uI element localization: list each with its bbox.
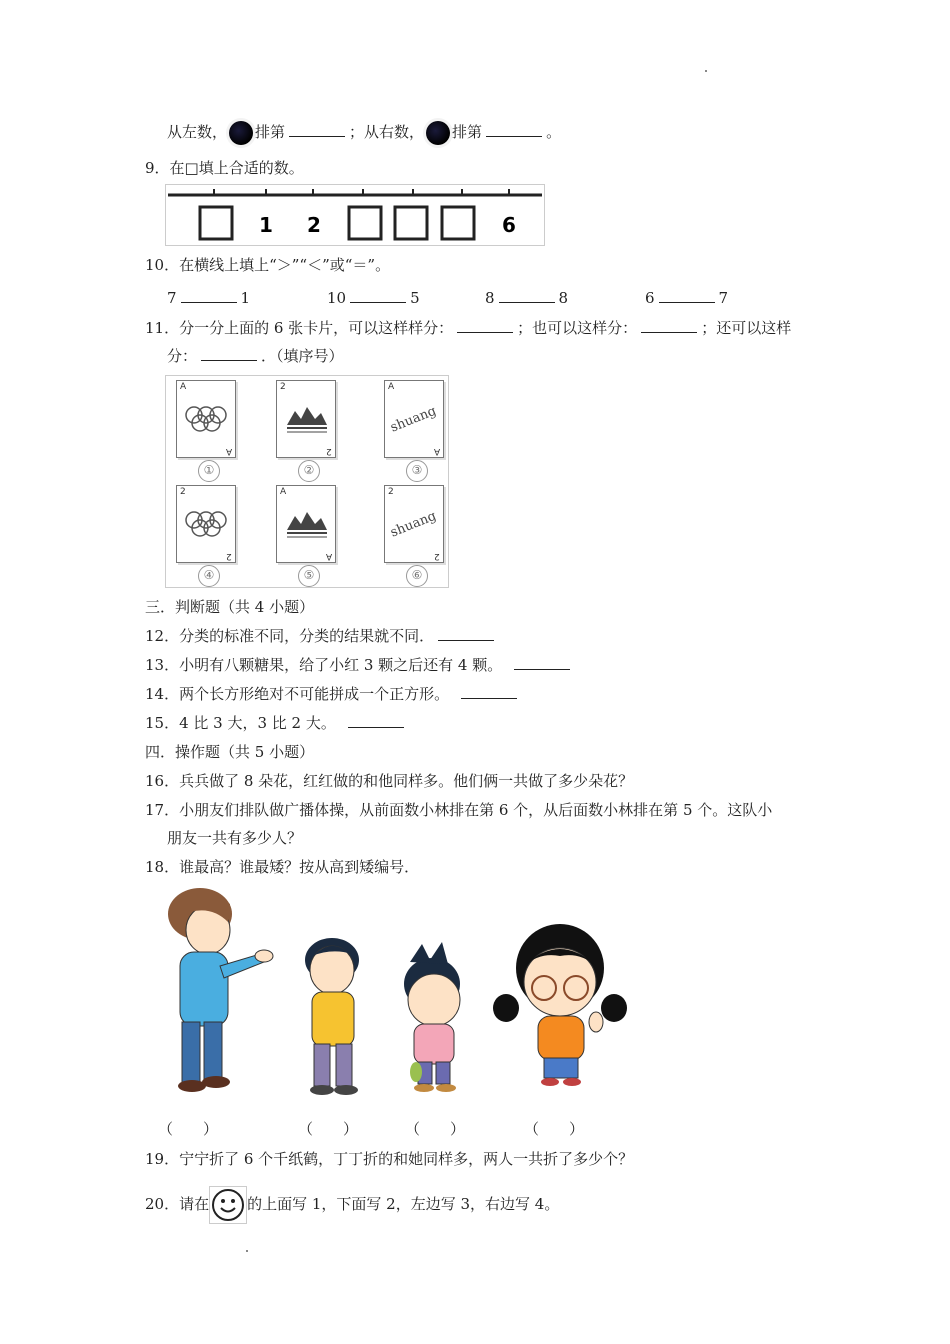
- q10-b: 7: [718, 289, 729, 307]
- q10-item: [167, 288, 250, 307]
- picture-card: [384, 485, 444, 563]
- q19-question: 19．宁宁折了 6 个千纸鹤，丁丁折的和她同样多，两人一共折了多少个？: [145, 1150, 634, 1168]
- children-svg: [160, 882, 632, 1110]
- answer-blank[interactable]: [514, 655, 570, 670]
- q20-text: 20．请在: [145, 1195, 210, 1213]
- q10-item: [327, 288, 420, 307]
- smiley-face-icon: [209, 1186, 247, 1224]
- q18-question: 18．谁最高？谁最矮？按从高到矮编号．: [145, 858, 420, 876]
- q10-question: 10．在横线上填上“＞”“＜”或“＝”。: [145, 256, 391, 274]
- answer-blank[interactable]: [457, 318, 513, 333]
- q15-question: [145, 713, 408, 733]
- q10-b: 1: [240, 289, 251, 307]
- shuang-word: shuang: [388, 508, 439, 541]
- olympic-rings-icon: [177, 381, 235, 457]
- q9-question: 9．在□填上合适的数。: [145, 159, 304, 177]
- card-corner-label: 2: [226, 551, 232, 561]
- q8-end: 。: [546, 123, 562, 141]
- answer-blank[interactable]: [659, 288, 715, 303]
- q13-question: [145, 655, 574, 675]
- answer-blank[interactable]: [181, 288, 237, 303]
- card-corner-label: 2: [280, 382, 286, 392]
- picture-card: [176, 485, 236, 563]
- q8-rank-label: 排第: [452, 123, 483, 141]
- shuang-word: shuang: [388, 403, 439, 436]
- q10-a: 8: [485, 289, 495, 307]
- card-corner-label: A: [433, 446, 440, 456]
- number-label: 6: [502, 213, 516, 237]
- q20-question: [145, 1186, 559, 1224]
- q11-text: ；还可以这样: [701, 319, 792, 337]
- empty-box[interactable]: [395, 207, 427, 239]
- number-label: 2: [307, 213, 321, 237]
- q8-line: [167, 121, 561, 145]
- q17-question: 17．小朋友们排队做广播体操，从前面数小林排在第 6 个，从后面数小林排在第 5 个。这队小: [145, 801, 773, 819]
- q12-text: 12．分类的标准不同，分类的结果就不同．: [145, 627, 435, 645]
- tall-boy-figure: [168, 888, 273, 1092]
- picture-card: [176, 380, 236, 458]
- answer-blank[interactable]: [641, 318, 697, 333]
- mountain-icon: [277, 381, 335, 457]
- q14-question: [145, 684, 521, 704]
- mountain-icon: [277, 486, 335, 562]
- answer-parens[interactable]: （ ）: [298, 1120, 359, 1138]
- q10-b: 5: [410, 289, 420, 307]
- card-corner-label: 2: [326, 446, 332, 456]
- card-number-label: ③: [406, 460, 428, 482]
- q16-question: 16．兵兵做了 8 朵花，红红做的和他同样多。他们俩一共做了多少朵花？: [145, 772, 634, 790]
- q11-text: ；也可以这样分：: [517, 319, 638, 337]
- card-corner-label: A: [280, 487, 287, 497]
- picture-card: [276, 380, 336, 458]
- card-corner-label: A: [225, 446, 232, 456]
- cards-figure: [165, 375, 449, 588]
- answer-blank[interactable]: [461, 684, 517, 699]
- q10-a: 6: [645, 289, 655, 307]
- card-number-label: ②: [298, 460, 320, 482]
- shuang-word-icon: [385, 381, 443, 457]
- page-dot: [246, 1250, 248, 1252]
- q17-question-cont: 朋友一共有多少人？: [167, 829, 303, 847]
- answer-blank[interactable]: [350, 288, 406, 303]
- card-corner-label: A: [180, 382, 187, 392]
- empty-box[interactable]: [200, 207, 232, 239]
- q10-a: 10: [327, 289, 347, 307]
- q13-text: 13．小明有八颗糖果，给了小红 3 颗之后还有 4 颗。: [145, 656, 503, 674]
- black-ball-icon: [426, 121, 450, 145]
- answer-parens[interactable]: （ ）: [405, 1120, 466, 1138]
- card-corner-label: A: [388, 382, 395, 392]
- olympic-rings-icon: [177, 486, 235, 562]
- q11-text: ．（填序号）: [261, 347, 344, 365]
- q11-text: 11．分一分上面的 6 张卡片，可以这样样分：: [145, 319, 454, 337]
- q8-left-label: 从左数，: [167, 123, 228, 141]
- card-corner-label: 2: [180, 487, 186, 497]
- card-corner-label: A: [325, 551, 332, 561]
- black-ball-icon: [229, 121, 253, 145]
- number-label: 1: [259, 213, 273, 237]
- q10-item: [485, 288, 568, 307]
- number-line-svg: [166, 185, 544, 245]
- small-boy-figure: [404, 942, 460, 1092]
- q15-text: 15．4 比 3 大，3 比 2 大。: [145, 714, 336, 732]
- q10-item: [645, 288, 728, 307]
- card-number-label: ⑤: [298, 565, 320, 587]
- q10-b: 8: [558, 289, 569, 307]
- answer-blank[interactable]: [438, 626, 494, 641]
- page-dot: [705, 70, 707, 72]
- boy-yellow-figure: [305, 938, 359, 1095]
- q12-question: [145, 626, 498, 646]
- picture-card: [384, 380, 444, 458]
- answer-blank[interactable]: [289, 122, 345, 137]
- answer-blank[interactable]: [499, 288, 555, 303]
- card-number-label: ①: [198, 460, 220, 482]
- q8-rank-label: 排第: [255, 123, 286, 141]
- section-title: 三．判断题（共 4 小题）: [145, 598, 315, 616]
- card-number-label: ⑥: [406, 565, 428, 587]
- q11-line1: [145, 318, 791, 338]
- card-corner-label: 2: [388, 487, 394, 497]
- empty-box[interactable]: [349, 207, 381, 239]
- answer-parens[interactable]: （ ）: [158, 1120, 219, 1138]
- answer-parens[interactable]: （ ）: [524, 1120, 585, 1138]
- shuang-word-icon: [385, 486, 443, 562]
- answer-blank[interactable]: [486, 122, 542, 137]
- q14-text: 14．两个长方形绝对不可能拼成一个正方形。: [145, 685, 450, 703]
- q11-text: 分：: [167, 347, 198, 365]
- picture-card: [276, 485, 336, 563]
- q10-a: 7: [167, 289, 177, 307]
- girl-glasses-figure: [493, 924, 627, 1086]
- card-number-label: ④: [198, 565, 220, 587]
- number-line-figure: [165, 184, 545, 246]
- answer-blank[interactable]: [201, 346, 257, 361]
- children-figure: [160, 882, 632, 1110]
- section-title: 四．操作题（共 5 小题）: [145, 743, 315, 761]
- card-corner-label: 2: [434, 551, 440, 561]
- q20-text: 的上面写 1，下面写 2，左边写 3，右边写 4。: [247, 1195, 560, 1213]
- q8-sep: ；从右数，: [349, 123, 425, 141]
- answer-blank[interactable]: [348, 713, 404, 728]
- q11-line2: [167, 346, 344, 366]
- empty-box[interactable]: [442, 207, 474, 239]
